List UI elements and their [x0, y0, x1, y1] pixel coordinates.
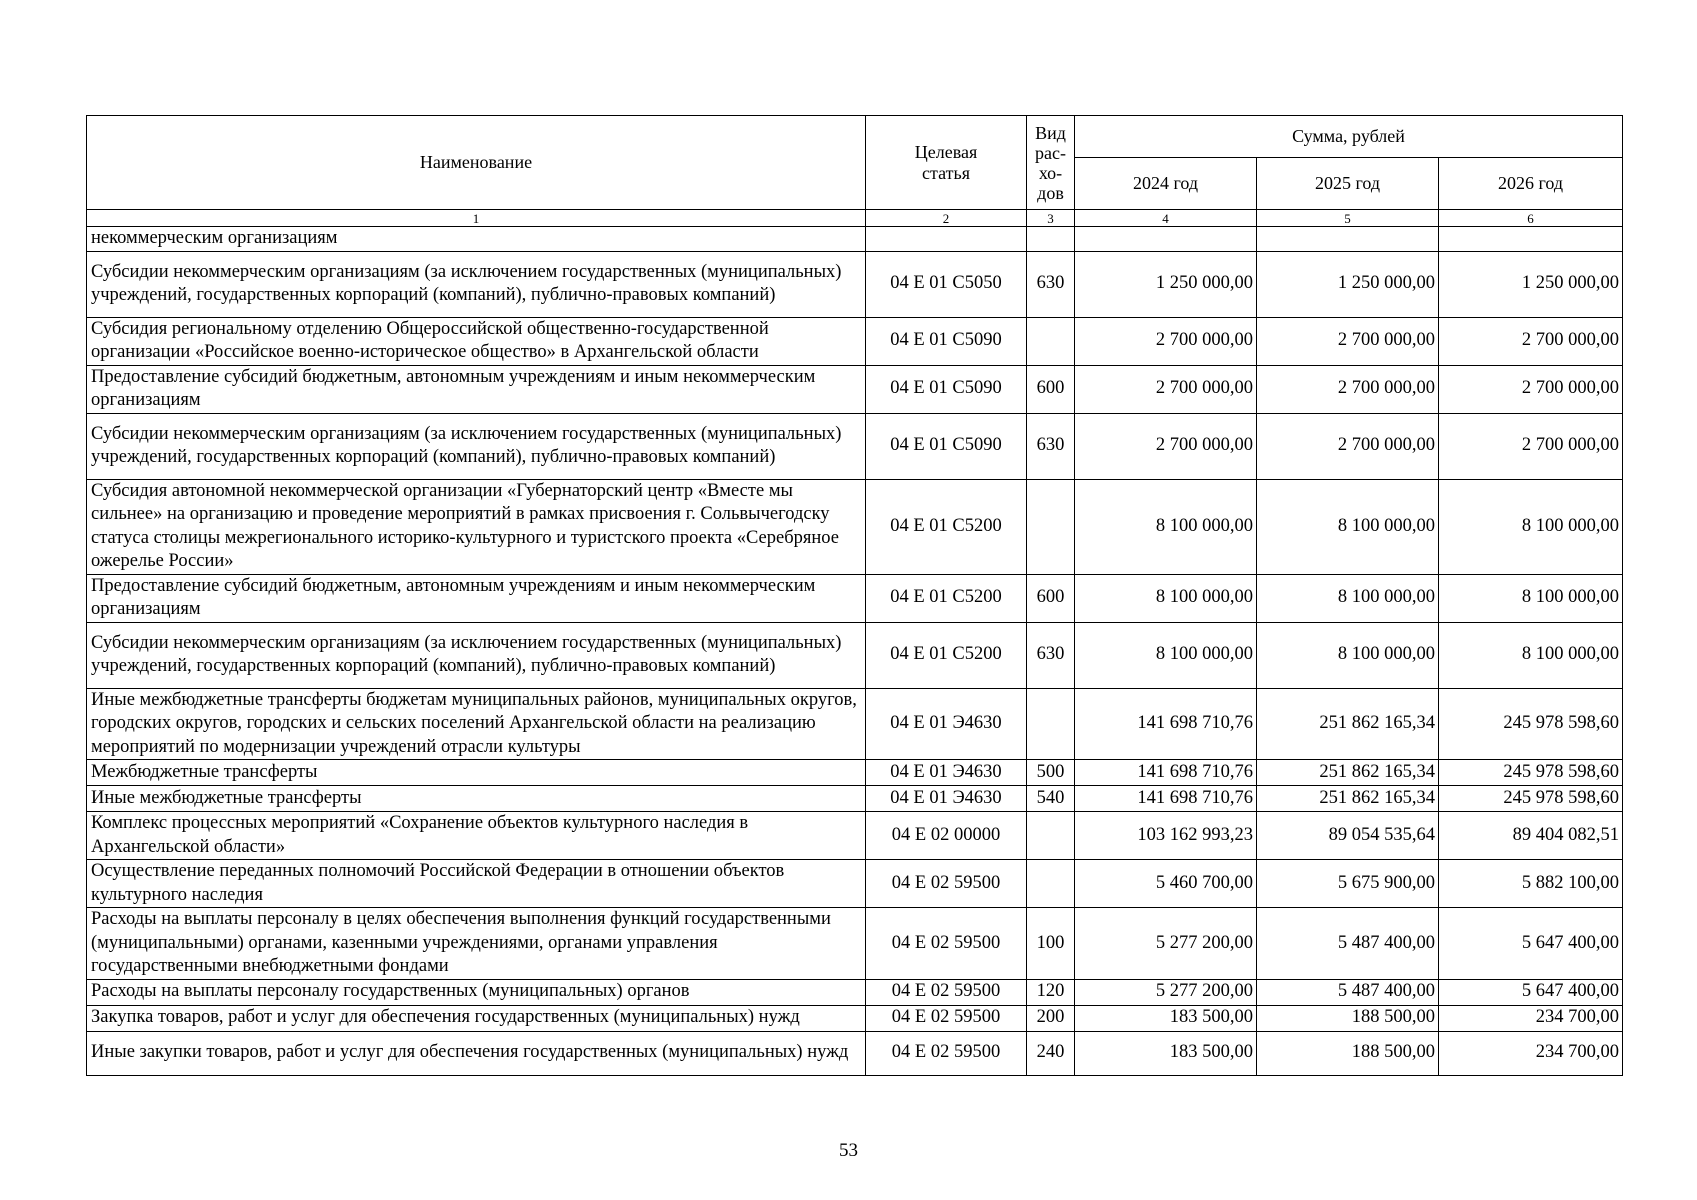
row-expense-type: 630: [1027, 413, 1075, 479]
row-expense-type: 500: [1027, 760, 1075, 786]
column-number: 4: [1075, 210, 1257, 227]
row-amount-2026: 1 250 000,00: [1439, 251, 1623, 317]
row-name: Расходы на выплаты персоналу государственных (муниципальных) органов: [87, 979, 866, 1005]
row-name: Субсидия региональному отделению Общероссийской общественно-государственной организации «Российское военно-историческое общество» в Архангельской области: [87, 317, 866, 365]
column-number: 5: [1257, 210, 1439, 227]
row-amount-2026: 8 100 000,00: [1439, 622, 1623, 688]
header-expense-type: Вид рас- хо- дов: [1027, 116, 1075, 210]
row-amount-2025: 2 700 000,00: [1257, 317, 1439, 365]
row-amount-2025: 89 054 535,64: [1257, 812, 1439, 860]
row-name: Субсидии некоммерческим организациям (за исключением государственных (муниципальных) учреждений, государственных корпораций (компаний), публично-правовых компаний): [87, 413, 866, 479]
row-expense-type: [1027, 479, 1075, 574]
row-amount-2024: 8 100 000,00: [1075, 479, 1257, 574]
row-amount-2026: 5 882 100,00: [1439, 860, 1623, 908]
row-target-code: 04 Е 02 59500: [866, 1031, 1027, 1075]
row-amount-2024: 183 500,00: [1075, 1031, 1257, 1075]
row-amount-2025: 251 862 165,34: [1257, 786, 1439, 812]
row-amount-2026: 5 647 400,00: [1439, 979, 1623, 1005]
table-row: [87, 227, 1623, 252]
row-amount-2026: [1439, 227, 1623, 252]
row-target-code: 04 Е 01 С5050: [866, 251, 1027, 317]
header-sum: Сумма, рублей: [1075, 116, 1623, 158]
row-amount-2026: 245 978 598,60: [1439, 786, 1623, 812]
table-row: [87, 413, 1623, 479]
budget-table: [86, 115, 1623, 1076]
row-target-code: 04 Е 01 С5090: [866, 365, 1027, 413]
row-target-code: 04 Е 01 С5200: [866, 622, 1027, 688]
row-name: Иные межбюджетные трансферты: [87, 786, 866, 812]
row-name: Иные межбюджетные трансферты бюджетам муниципальных районов, муниципальных округов, городских округов, городских и сельских поселений Архангельской области на реализацию мероприятий по модернизации учреждений отрасли культуры: [87, 688, 866, 760]
column-number: 1: [87, 210, 866, 227]
row-expense-type: 540: [1027, 786, 1075, 812]
row-target-code: 04 Е 01 Э4630: [866, 786, 1027, 812]
row-amount-2024: 141 698 710,76: [1075, 760, 1257, 786]
table-row: [87, 1005, 1623, 1031]
row-target-code: 04 Е 01 Э4630: [866, 688, 1027, 760]
table-row: [87, 317, 1623, 365]
table-row: [87, 812, 1623, 860]
table-row: [87, 688, 1623, 760]
row-name: Расходы на выплаты персоналу в целях обеспечения выполнения функций государственными (муниципальными) органами, казенными учреждениями, органами управления государственными внебюджетными фондами: [87, 908, 866, 980]
row-target-code: [866, 227, 1027, 252]
row-amount-2024: 1 250 000,00: [1075, 251, 1257, 317]
row-amount-2024: 8 100 000,00: [1075, 574, 1257, 622]
row-target-code: 04 Е 01 С5200: [866, 574, 1027, 622]
row-amount-2024: 5 277 200,00: [1075, 908, 1257, 980]
table-row: [87, 365, 1623, 413]
table-row: [87, 786, 1623, 812]
column-number: 6: [1439, 210, 1623, 227]
table-row: [87, 860, 1623, 908]
row-target-code: 04 Е 02 59500: [866, 979, 1027, 1005]
row-amount-2025: 188 500,00: [1257, 1005, 1439, 1031]
row-amount-2024: 103 162 993,23: [1075, 812, 1257, 860]
row-name: Межбюджетные трансферты: [87, 760, 866, 786]
row-expense-type: [1027, 317, 1075, 365]
row-amount-2025: 1 250 000,00: [1257, 251, 1439, 317]
row-expense-type: 240: [1027, 1031, 1075, 1075]
column-number-row: [87, 210, 1623, 227]
row-expense-type: 630: [1027, 251, 1075, 317]
table-row: [87, 908, 1623, 980]
row-target-code: 04 Е 01 С5200: [866, 479, 1027, 574]
row-target-code: 04 Е 01 Э4630: [866, 760, 1027, 786]
row-amount-2025: [1257, 227, 1439, 252]
page-number: 53: [839, 1140, 858, 1161]
header-name: Наименование: [87, 116, 866, 210]
row-amount-2026: 245 978 598,60: [1439, 760, 1623, 786]
row-amount-2024: 5 277 200,00: [1075, 979, 1257, 1005]
row-target-code: 04 Е 02 59500: [866, 860, 1027, 908]
row-amount-2026: 8 100 000,00: [1439, 574, 1623, 622]
row-amount-2024: 141 698 710,76: [1075, 688, 1257, 760]
row-amount-2025: 2 700 000,00: [1257, 413, 1439, 479]
row-expense-type: 100: [1027, 908, 1075, 980]
row-amount-2026: 234 700,00: [1439, 1005, 1623, 1031]
table-row: [87, 1031, 1623, 1075]
row-target-code: 04 Е 01 С5090: [866, 317, 1027, 365]
row-amount-2025: 8 100 000,00: [1257, 622, 1439, 688]
row-amount-2024: 183 500,00: [1075, 1005, 1257, 1031]
header-target-article: Целевая статья: [866, 116, 1027, 210]
row-amount-2024: 8 100 000,00: [1075, 622, 1257, 688]
row-amount-2024: 2 700 000,00: [1075, 317, 1257, 365]
table-row: [87, 574, 1623, 622]
row-target-code: 04 Е 01 С5090: [866, 413, 1027, 479]
row-name: Осуществление переданных полномочий Российской Федерации в отношении объектов культурного наследия: [87, 860, 866, 908]
header-year-2024: 2024 год: [1075, 158, 1257, 210]
row-expense-type: 200: [1027, 1005, 1075, 1031]
row-expense-type: 120: [1027, 979, 1075, 1005]
row-expense-type: [1027, 688, 1075, 760]
row-name: Предоставление субсидий бюджетным, автономным учреждениям и иным некоммерческим организациям: [87, 365, 866, 413]
header-year-2026: 2026 год: [1439, 158, 1623, 210]
row-expense-type: [1027, 227, 1075, 252]
row-name: Субсидии некоммерческим организациям (за исключением государственных (муниципальных) учреждений, государственных корпораций (компаний), публично-правовых компаний): [87, 251, 866, 317]
row-target-code: 04 Е 02 00000: [866, 812, 1027, 860]
row-amount-2024: 2 700 000,00: [1075, 365, 1257, 413]
row-amount-2024: [1075, 227, 1257, 252]
table-row: [87, 979, 1623, 1005]
row-amount-2026: 5 647 400,00: [1439, 908, 1623, 980]
row-expense-type: 600: [1027, 365, 1075, 413]
row-name: некоммерческим организациям: [87, 227, 866, 252]
row-amount-2024: 5 460 700,00: [1075, 860, 1257, 908]
table-row: [87, 479, 1623, 574]
row-name: Предоставление субсидий бюджетным, автономным учреждениям и иным некоммерческим организациям: [87, 574, 866, 622]
row-amount-2026: 245 978 598,60: [1439, 688, 1623, 760]
row-amount-2026: 234 700,00: [1439, 1031, 1623, 1075]
row-amount-2026: 89 404 082,51: [1439, 812, 1623, 860]
row-amount-2025: 8 100 000,00: [1257, 574, 1439, 622]
header-year-2025: 2025 год: [1257, 158, 1439, 210]
row-name: Комплекс процессных мероприятий «Сохранение объектов культурного наследия в Архангельской области»: [87, 812, 866, 860]
row-name: Иные закупки товаров, работ и услуг для обеспечения государственных (муниципальных) нужд: [87, 1031, 866, 1075]
table-row: [87, 251, 1623, 317]
row-name: Субсидия автономной некоммерческой организации «Губернаторский центр «Вместе мы сильнее» на организацию и проведение мероприятий в рамках присвоения г. Сольвычегодску статуса столицы межрегионального историко-культурного и туристского проекта «Серебряное ожерелье России»: [87, 479, 866, 574]
row-amount-2026: 2 700 000,00: [1439, 365, 1623, 413]
table-row: [87, 622, 1623, 688]
row-amount-2025: 8 100 000,00: [1257, 479, 1439, 574]
row-amount-2024: 2 700 000,00: [1075, 413, 1257, 479]
row-expense-type: [1027, 860, 1075, 908]
table-body: [87, 227, 1623, 1076]
row-expense-type: [1027, 812, 1075, 860]
row-amount-2025: 188 500,00: [1257, 1031, 1439, 1075]
row-amount-2025: 2 700 000,00: [1257, 365, 1439, 413]
column-number: 3: [1027, 210, 1075, 227]
row-amount-2025: 251 862 165,34: [1257, 688, 1439, 760]
row-amount-2025: 251 862 165,34: [1257, 760, 1439, 786]
row-name: Субсидии некоммерческим организациям (за исключением государственных (муниципальных) учреждений, государственных корпораций (компаний), публично-правовых компаний): [87, 622, 866, 688]
row-expense-type: 600: [1027, 574, 1075, 622]
row-amount-2025: 5 675 900,00: [1257, 860, 1439, 908]
row-target-code: 04 Е 02 59500: [866, 908, 1027, 980]
row-amount-2026: 2 700 000,00: [1439, 317, 1623, 365]
row-target-code: 04 Е 02 59500: [866, 1005, 1027, 1031]
row-amount-2025: 5 487 400,00: [1257, 979, 1439, 1005]
row-amount-2025: 5 487 400,00: [1257, 908, 1439, 980]
row-amount-2026: 8 100 000,00: [1439, 479, 1623, 574]
row-amount-2026: 2 700 000,00: [1439, 413, 1623, 479]
table-row: [87, 760, 1623, 786]
row-expense-type: 630: [1027, 622, 1075, 688]
row-name: Закупка товаров, работ и услуг для обеспечения государственных (муниципальных) нужд: [87, 1005, 866, 1031]
column-number: 2: [866, 210, 1027, 227]
row-amount-2024: 141 698 710,76: [1075, 786, 1257, 812]
